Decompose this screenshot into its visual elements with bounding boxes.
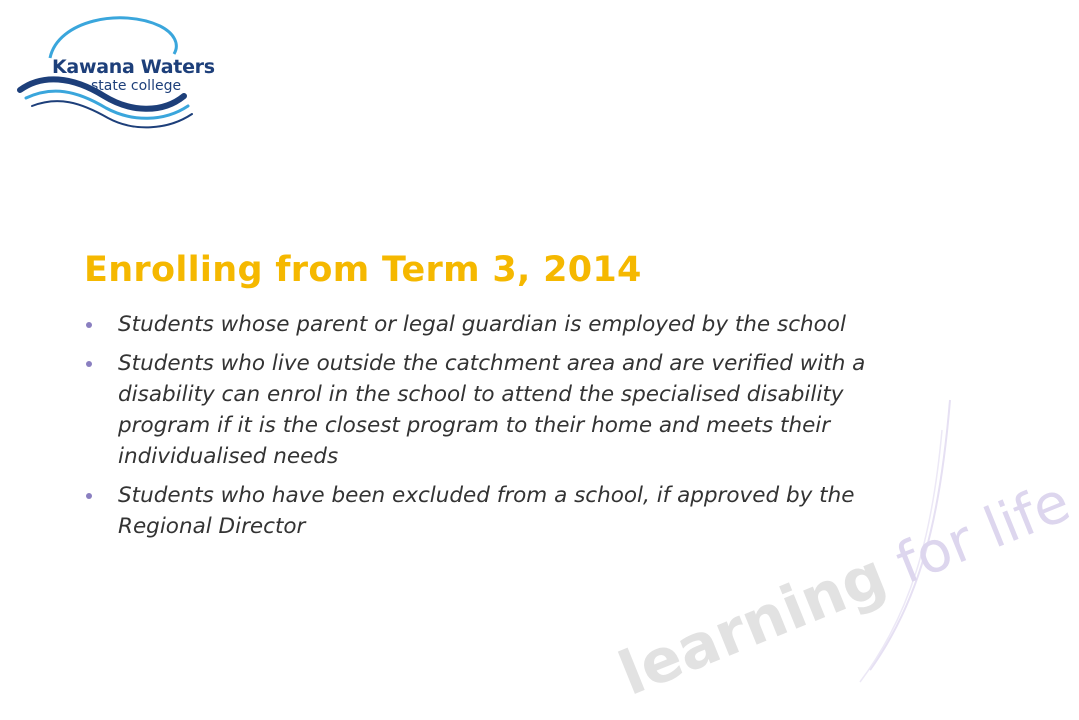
slide-title: Enrolling from Term 3, 2014: [84, 250, 642, 290]
bullet-item: [84, 348, 904, 472]
logo-name: Kawana Waters: [52, 56, 215, 78]
bullet-dot-icon: [86, 322, 92, 328]
bullet-dot-icon: [86, 361, 92, 367]
bullet-text: Students who have been excluded from a school, if approved by the Regional Director: [118, 483, 855, 539]
watermark-for-life: for life: [871, 469, 1079, 604]
bullet-list: [84, 309, 904, 550]
bullet-text: Students whose parent or legal guardian is employed by the school: [118, 312, 846, 337]
watermark-learning: learning: [609, 539, 896, 710]
school-logo: [12, 10, 222, 140]
bullet-item: [84, 480, 904, 542]
bullet-item: [84, 309, 904, 340]
bullet-text: Students who live outside the catchment area and are verified with a disability can enrol in the school to attend the specialised disability program if it is the closest program to their home and meets their individualised needs: [118, 351, 866, 469]
bullet-dot-icon: [86, 493, 92, 499]
logo-subtitle: state college: [91, 78, 182, 94]
